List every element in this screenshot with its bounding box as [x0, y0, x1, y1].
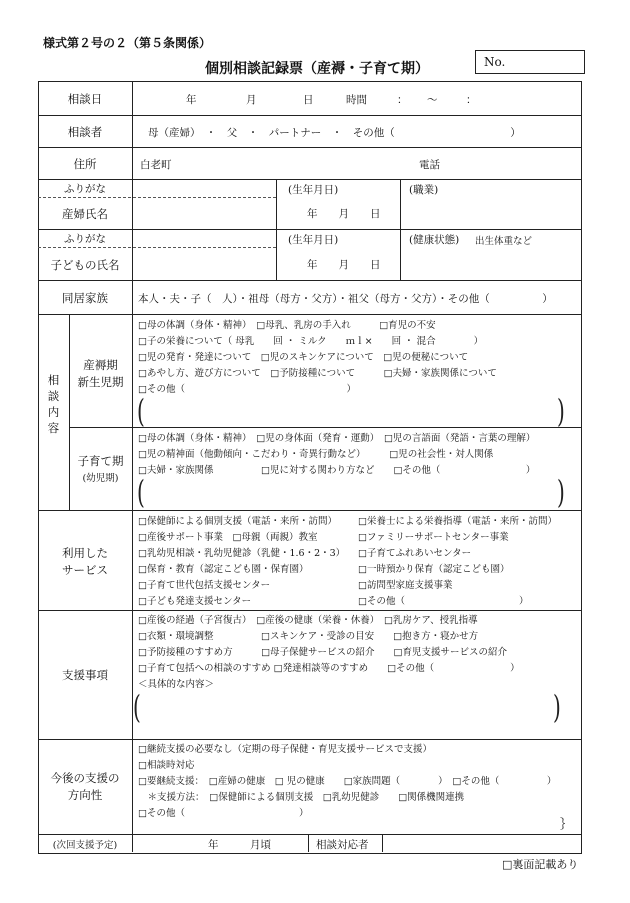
- record-number-box[interactable]: [475, 50, 585, 74]
- time-colon-end: ：: [466, 94, 477, 106]
- future-bracket-right: ｝: [560, 817, 573, 831]
- postpartum-option-line[interactable]: □その他（ ）: [138, 384, 356, 395]
- services-label: [38, 545, 132, 579]
- support-detail-label: ＜具体的な内容＞: [138, 679, 215, 690]
- content-label: [38, 372, 69, 436]
- date-day-label[interactable]: 日: [303, 94, 314, 106]
- support-label: 支援事項: [62, 668, 108, 682]
- services-right-list: [358, 514, 557, 610]
- childcare-option-line[interactable]: □母の体調（身体・精神） □児の身体面（発育・運動） □児の言語面（発語・言葉の理解）: [138, 433, 536, 444]
- future-options: [138, 742, 556, 822]
- future-label-line1: 今後の支援の: [50, 771, 120, 785]
- service-option[interactable]: □子ども発達支援センター: [138, 596, 252, 607]
- content-label-char: 相: [47, 373, 60, 387]
- services-left-list: [138, 514, 345, 610]
- date-year-label[interactable]: 年: [186, 94, 197, 106]
- time-label[interactable]: 時間: [346, 94, 367, 106]
- service-option[interactable]: □子育て世代包括支援センター: [138, 580, 271, 591]
- reverse-side-checkbox[interactable]: □裏面記載あり: [502, 858, 579, 871]
- next-support-date[interactable]: 年 月頃: [208, 839, 271, 851]
- time-colon-start: ：: [397, 94, 408, 106]
- postpartum-label: [69, 357, 132, 391]
- mother-furigana-label: ふりがな: [64, 183, 106, 195]
- service-option[interactable]: □一時預かり保育（認定こども園）: [358, 564, 510, 575]
- child-birth-label: (生年月日): [288, 234, 339, 246]
- services-label-line1: 利用した: [62, 546, 108, 560]
- postpartum-bracket-right: ): [557, 391, 565, 431]
- next-support-label: (次回支援予定): [52, 840, 118, 851]
- childcare-label: [69, 453, 132, 487]
- childcare-label-line1: 子育て期: [77, 454, 124, 468]
- childcare-option-line[interactable]: □夫婦・家族関係 □児に対する関わり方など □その他（ ）: [138, 465, 536, 476]
- service-option[interactable]: □その他（ ）: [358, 596, 529, 607]
- postpartum-label-line1: 産褥期: [83, 358, 118, 372]
- childcare-option-line[interactable]: □児の精神面（他動傾向・こだわり・奇異行動など） □児の社会性・対人関係: [138, 449, 494, 460]
- future-option-line[interactable]: □相談時対応: [138, 760, 195, 771]
- child-name-label: 子どもの氏名: [50, 258, 120, 272]
- support-options: [138, 613, 520, 693]
- postpartum-option-line[interactable]: □あやし方、遊び方について □予防接種について □夫婦・家族関係について: [138, 368, 497, 379]
- phone-label[interactable]: 電話: [419, 159, 440, 171]
- services-label-line2: サービス: [62, 563, 108, 577]
- child-furigana-label: ふりがな: [64, 233, 106, 245]
- record-number-label: No.: [484, 55, 506, 69]
- service-option[interactable]: □産後サポート事業 □母親（両親）教室: [138, 532, 318, 543]
- mother-birth-label: (生年月日): [288, 184, 339, 196]
- child-birth-ymd[interactable]: 年 月 日: [307, 259, 381, 271]
- childcare-bracket-right: ): [557, 472, 565, 512]
- staff-label: 相談対応者: [316, 839, 369, 851]
- form-number: 様式第２号の２（第５条関係）: [43, 36, 212, 50]
- page-title: 個別相談記録票（産褥・子育て期）: [205, 61, 429, 77]
- future-option-line[interactable]: □継続支援の必要なし（定期の母子保健・育児支援サービスで支援）: [138, 744, 432, 755]
- postpartum-option-line[interactable]: □児の発育・発達について □児のスキンケアについて □児の便秘について: [138, 352, 469, 363]
- future-option-line[interactable]: □要継続支援： □産婦の健康 □ 児の健康 □家族問題（ ） □その他（ ）: [138, 776, 557, 787]
- future-option-line[interactable]: ＊支援方法： □保健師による個別支援 □乳幼児健診 □関係機関連携: [138, 792, 465, 803]
- support-bracket-right: ): [553, 687, 561, 727]
- support-option-line[interactable]: □子育て包括への相談のすすめ □発達相談等のすすめ □その他（ ）: [138, 663, 520, 674]
- childcare-options: [138, 431, 535, 479]
- service-option[interactable]: □乳幼児相談・乳幼児健診（乳健・1.6・2・3）: [138, 548, 346, 559]
- child-health-note: 出生体重など: [475, 236, 533, 247]
- mother-birth-ymd[interactable]: 年 月 日: [307, 208, 381, 220]
- service-option[interactable]: □保育・教育（認定こども園・保育園）: [138, 564, 309, 575]
- future-label: [38, 770, 132, 804]
- service-option[interactable]: □訪問型家庭支援事業: [358, 580, 453, 591]
- address-town[interactable]: 白老町: [140, 159, 172, 171]
- service-option[interactable]: □栄養士による栄養指導（電話・来所・訪問）: [358, 516, 557, 527]
- service-option[interactable]: □ファミリーサポートセンター事業: [358, 532, 509, 543]
- staff-input[interactable]: [384, 835, 580, 851]
- child-health-label: (健康状態): [409, 234, 460, 246]
- support-option-line[interactable]: □産後の経過（子宮復古） □産後の健康（栄養・休養） □乳房ケア、授乳指導: [138, 615, 478, 626]
- future-option-line[interactable]: □その他（ ）: [138, 808, 309, 819]
- consulter-label: 相談者: [67, 125, 103, 139]
- date-month-label[interactable]: 月: [246, 94, 257, 106]
- content-label-char: 容: [47, 421, 60, 435]
- time-tilde: 〜: [427, 94, 438, 106]
- childcare-bracket-left: (: [137, 472, 145, 512]
- consulter-options[interactable]: 母（産婦） ・ 父 ・ パートナー ・ その他（ ）: [148, 127, 521, 139]
- postpartum-label-line2: 新生児期: [77, 375, 124, 389]
- postpartum-bracket-left: (: [137, 391, 145, 431]
- family-label: 同居家族: [62, 291, 108, 305]
- mother-job-label: (職業): [409, 184, 439, 196]
- service-option[interactable]: □保健師による個別支援（電話・来所・訪問）: [138, 516, 337, 527]
- support-option-line[interactable]: □衣類・環境調整 □スキンケア・受診の目安 □抱き方・寝かせ方: [138, 631, 479, 642]
- future-label-line2: 方向性: [67, 788, 103, 802]
- support-option-line[interactable]: □予防接種のすすめ方 □母子保健サービスの紹介 □育児支援サービスの紹介: [138, 647, 508, 658]
- family-options[interactable]: 本人・夫・子（ 人）・祖母（母方・父方）・祖父（母方・父方）・その他（ ）: [138, 293, 553, 305]
- postpartum-options: [138, 318, 497, 398]
- support-bracket-left: (: [133, 687, 141, 727]
- content-label-char: 談: [47, 389, 60, 403]
- childcare-label-line2: (幼児期): [82, 473, 119, 484]
- postpartum-option-line[interactable]: □子の栄養について（ 母乳 回 ・ ミルク ｍｌ× 回 ・ 混合 ）: [138, 336, 484, 347]
- content-label-char: 内: [47, 405, 60, 419]
- consult-date-label: 相談日: [67, 92, 103, 106]
- postpartum-option-line[interactable]: □母の体調（身体・精神） □母乳、乳房の手入れ □育児の不安: [138, 320, 436, 331]
- mother-name-label: 産婦氏名: [62, 207, 108, 221]
- service-option[interactable]: □子育てふれあいセンター: [358, 548, 472, 559]
- address-label: 住所: [73, 157, 97, 171]
